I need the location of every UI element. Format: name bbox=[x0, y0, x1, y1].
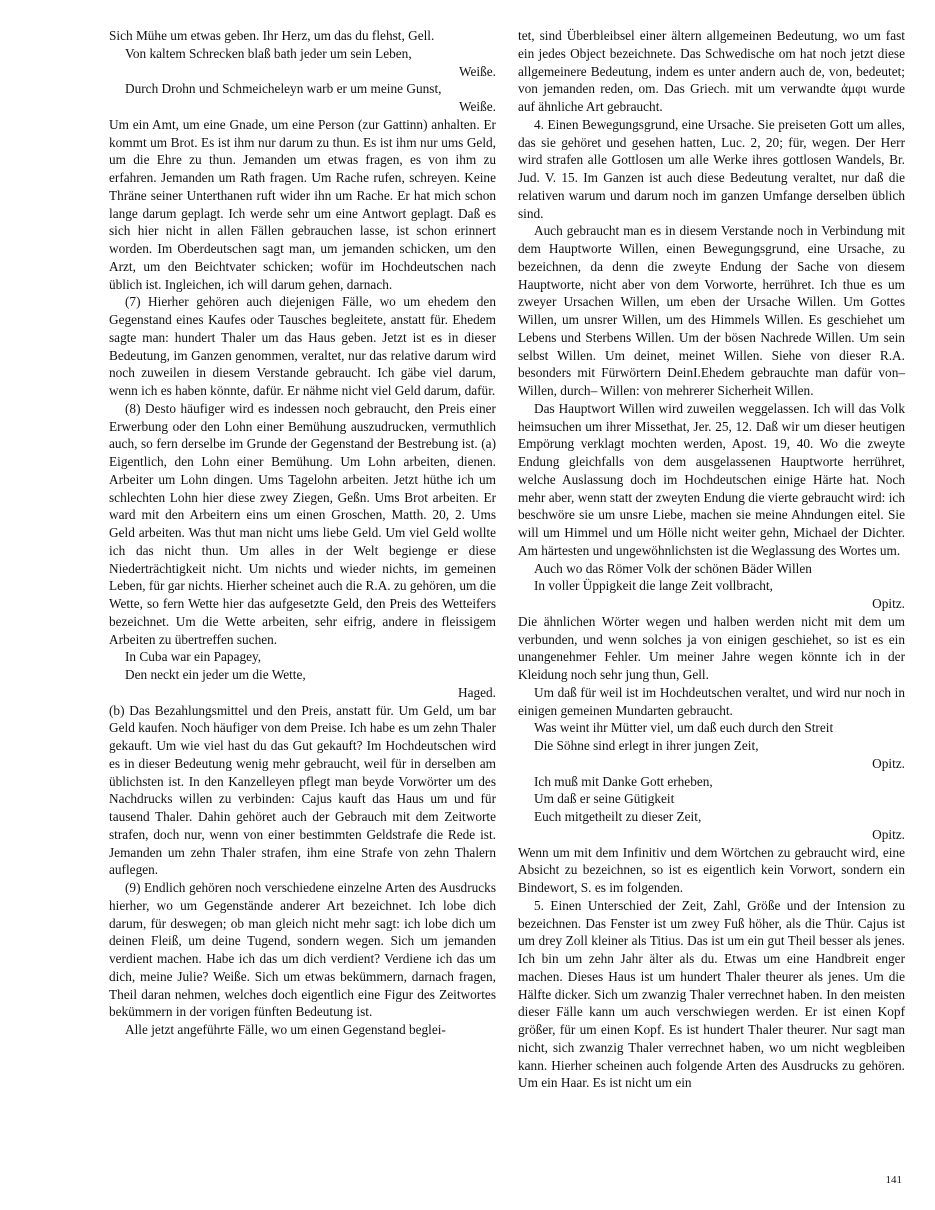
paragraph: Alle jetzt angeführte Fälle, wo um einen Gegenstand beglei- bbox=[125, 1022, 446, 1037]
paragraph: (7) Hierher gehören auch diejenigen Fälle, wo um ehedem den Gegenstand eines Kaufes oder Tausches begleitete, anstatt für. Ehedem sagte man: hundert Thaler um das Haus geben. Jetzt ist es in dieser Bedeutung, im Ganzen genommen, veraltet, nur das relative darum wird noch zuweilen in diesem Verstande gebraucht. Ich gäbe viel darum, wenn ich es haben könnte, dafür. Er nähme nicht viel Geld darum, dafür. bbox=[109, 294, 496, 398]
verse-line: Was weint ihr Mütter viel, um daß euch durch den Streit bbox=[534, 720, 834, 736]
right-column bbox=[518, 27, 905, 1092]
left-column bbox=[109, 27, 496, 1039]
verse-line: Um daß er seine Gütigkeit bbox=[534, 791, 675, 807]
verse-line: In Cuba war ein Papagey, bbox=[125, 649, 262, 665]
verse-attribution: Opitz. bbox=[872, 826, 905, 842]
paragraph-continued: Sich Mühe um etwas geben. Ihr Herz, um das du flehst, Gell. bbox=[109, 28, 435, 43]
verse-line: Euch mitgetheilt zu dieser Zeit, bbox=[534, 809, 702, 824]
page-number: 141 bbox=[885, 1174, 902, 1186]
verse-attribution: Haged. bbox=[457, 684, 496, 700]
paragraph: Das Hauptwort Willen wird zuweilen weggelassen. Ich will das Volk heimsuchen um ihrer Missethat, Jer. 25, 12. Daß wir um dieser heutigen Empörung verklagt mochten werden, Apost. 19, 40. Wo die zweyte Endung gleichfalls von dem ausgelassenen Hauptworte herrühret, welche Auslassung doch im Hochdeutschen einige Härte hat. Noch mehr aber, wenn statt der zweyten Endung die vierte gebraucht wird: ich beschwöre sie um unsre Liebe, machen sie meine Ahndungen eitel. Sie will um Himmel und um Hölle nicht weiter gehn, Michael der Dichter. Am härtesten und ungewöhnlichsten ist die Weglassung des Wortes um. bbox=[518, 400, 905, 558]
verse-line: Durch Drohn und Schmeicheleyn warb er um meine Gunst, bbox=[125, 81, 442, 97]
verse-attribution: Opitz. bbox=[872, 596, 905, 611]
verse-line: In voller Üppigkeit die lange Zeit vollbracht, bbox=[534, 578, 773, 594]
paragraph: (8) Desto häufiger wird es indessen noch gebraucht, den Preis einer Erwerbung oder den Lohn einer Bemühung auszudrucken, vermuthlich auch, so fern derselbe im Grunde der Gegenstand der Bestrebung ist. (a) Eigentlich, den Lohn einer Bemühung. Um Lohn arbeiten, dienen. Arbeiter um Lohn dingen. Ums Tagelohn arbeiten. Jetzt hüthe ich um schlechten Lohn hier diese zwey Ziegen, Geßn. Ums Brot arbeiten. Er ward mit den Arbeitern eins um einen Groschen, Matth. 20, 2. Ums Geld arbeiten. Was thut man nicht ums liebe Geld. Um viel Geld wollte ich das nicht thun. Um alles in der Welt begienge er diese Niederträchtigkeit nicht. Um nichts und wieder nichts, im gemeinen Leben, für gar nichts. Hierher scheinet auch die R.A. zu gehören, um die Wette, so fern Wette hier das aufgesetzte Geld, den Preis des Wetteifers bezeichnet. Um die Wette arbeiten, sehr eifrig, andere in fleissigem Arbeiten zu übertreffen suchen. bbox=[109, 400, 496, 647]
paragraph-continued: tet, sind Überbleibsel einer ältern allgemeinen Bedeutung, wo um fast ein jedes Object bezeichnete. Das Schwedische om hat noch jetzt diese allgemeinere Bedeutung, indem es unter andern auch de, von, bedeutet; von jemanden reden, om. Das Griech. mit um verwandte ἀμφι wurde auf ähnliche Art gebraucht. bbox=[518, 28, 905, 114]
paragraph: 5. Einen Unterschied der Zeit, Zahl, Größe und der Intension zu bezeichnen. Das Fenster ist um zwey Fuß höher, als die Thür. Cajus ist um drey Zoll kleiner als Titius. Das ist um ein gut Theil besser als jenes. Ich bin um zehn Jahr älter als du. Etwas um eine Handbreit enger machen. Dieses Haus ist um hundert Thaler theurer als jenes. Um die Hälfte dicker. Sich um zwanzig Thaler verrechnet haben. In den meisten dieser Fälle kann um auch verschwiegen werden. Er ist einen Kopf größer, für um einen Kopf. Es ist hundert Thaler theurer. Nur sagt man nicht, sich zwanzig Thaler verrechnet haben, wo um nicht wegbleiben kann. Hierher scheinen auch folgende Arten des Ausdrucks zu gehören. Um ein Haar. Es ist nicht um ein bbox=[518, 897, 905, 1091]
paragraph-continued: (b) Das Bezahlungsmittel und den Preis, anstatt für. Um Geld, um bar Geld kaufen. Noch häufiger von dem Preise. Ich habe es um zehn Thaler gekauft. Um wie viel hast du das Gut gekauft? Im Hochdeutschen wird es in dieser Bedeutung wenig mehr gebraucht, weil für in derselben am üblichsten ist. In den Kanzelleyen pflegt man beyde Vorwörter um des Nachdrucks willen zu verbinden: Cajus kauft das Haus um und für tausend Thaler. Dahin gehöret auch der Gebrauch mit dem Zeitworte strafen, doch nur, wenn von einer bestimmten Geldstrafe die Rede ist. Jemanden um zehn Thaler strafen, ihm eine Strafe von zehn Thalern auflegen. bbox=[109, 702, 496, 878]
verse-line: Auch wo das Römer Volk der schönen Bäder Willen bbox=[534, 560, 812, 576]
paragraph: 4. Einen Bewegungsgrund, eine Ursache. Sie preiseten Gott um alles, das sie gehöret und gesehen hatten, Luc. 2, 20; für, wegen. Der Herr wird strafen alle Gottlosen um alle Werke ihres gottlosen Wandels, Br. Jud. V. 15. Im Ganzen ist auch diese Bedeutung veraltet, nur daß die relativen warum und darum noch im ganzen Umfange derselben üblich sind. bbox=[518, 116, 905, 221]
verse-line: Den neckt ein jeder um die Wette, bbox=[125, 667, 306, 682]
verse-line: Ich muß mit Danke Gott erheben, bbox=[534, 773, 713, 789]
paragraph-continued: Wenn um mit dem Infinitiv und dem Wörtchen zu gebraucht wird, eine Absicht zu bezeichnen, so ist es eigentlich kein Vorwort, sondern ein Bindewort, S. es im folgenden. bbox=[518, 844, 905, 895]
paragraph: Um daß für weil ist im Hochdeutschen veraltet, und wird nur noch in einigen gemeinen Mundarten gebraucht. bbox=[518, 684, 905, 718]
verse-attribution: Weiße. bbox=[459, 99, 496, 114]
verse-line: Die Söhne sind erlegt in ihrer jungen Zeit, bbox=[534, 738, 759, 753]
paragraph-continued: Um ein Amt, um eine Gnade, um eine Person (zur Gattinn) anhalten. Er kommt um Brot. Es ist ihm nur darum zu thun. Es ist ihm nur ums Geld, um die Ehre zu thun. Jemanden um etwas fragen, es von ihm zu erfahren. Jemanden um Rath fragen. Um Rache rufen, schreyen. Keine Thräne seiner Unterthanen ruft wider ihn um Rache. Er hat mich schon lange darum geplagt. Ich werde sehr um eine Antwort geplagt. Daß es sich hier nicht in allen Fällen gebrauchen lasse, ist schon erinnert worden. Im Oberdeutschen sagt man, um jemanden schicken, um den Arzt, um den Beichtvater schicken; wofür im Hochdeutschen nach üblich ist. Ingleichen, ich will darum gehen, darnach. bbox=[109, 116, 496, 292]
paragraph: Auch gebraucht man es in diesem Verstande noch in Verbindung mit dem Hauptworte Willen, einen Bewegungsgrund, eine Ursache, zu bezeichnen, da denn die zweyte Endung der Sache von diesem Hauptworte, nicht aber von dem Vorworte, herrühret. Ich thue es um zweyer Ursachen Willen, um eben der Ursache Willen. Um Gottes Willen, um unsrer Willen, um des Himmels Willen. Es geschiehet um Lebens und Sterbens Willen. Um der bösen Nachrede Willen. Um sein selbst Willen. Um deinet, meinet Willen. Siehe von dieser R.A. besonders mit Fürwörtern DeinI.Ehedem gebrauchte man dafür von– Willen, durch– Willen: von mehrerer Sicherheit Willen. bbox=[518, 223, 905, 398]
verse-line: Von kaltem Schrecken blaß bath jeder um sein Leben, bbox=[125, 45, 412, 61]
verse-attribution: Weiße. bbox=[459, 63, 496, 79]
paragraph-continued: Die ähnlichen Wörter wegen und halben werden nicht mit dem um verbunden, und wenn solches ja von einigen geschiehet, so ist es ein unangenehmer Fehler. Um meiner Jahre wegen könnte ich in der Kleidung noch sehr jung thun, Gell. bbox=[518, 613, 905, 682]
verse-attribution: Opitz. bbox=[872, 755, 905, 771]
paragraph: (9) Endlich gehören noch verschiedene einzelne Arten des Ausdrucks hierher, wo um Gegenstände anderer Art bezeichnet. Ich lobe dich darum, für deswegen; ob man gleich nicht mehr sagt: ich lobe dich um deinen Fleiß, um deine Tugend, sondern wegen. Sich um jemanden verdient machen. Habe ich das um dich verdient? Verdiene ich das um dich, meine Julie? Weiße. Sich um etwas bekümmern, darnach fragen, Theil daran nehmen, welches doch eigentlich eine Figur des Zeitwortes bekümmern in der vorigen fünften Bedeutung ist. bbox=[109, 880, 496, 1020]
